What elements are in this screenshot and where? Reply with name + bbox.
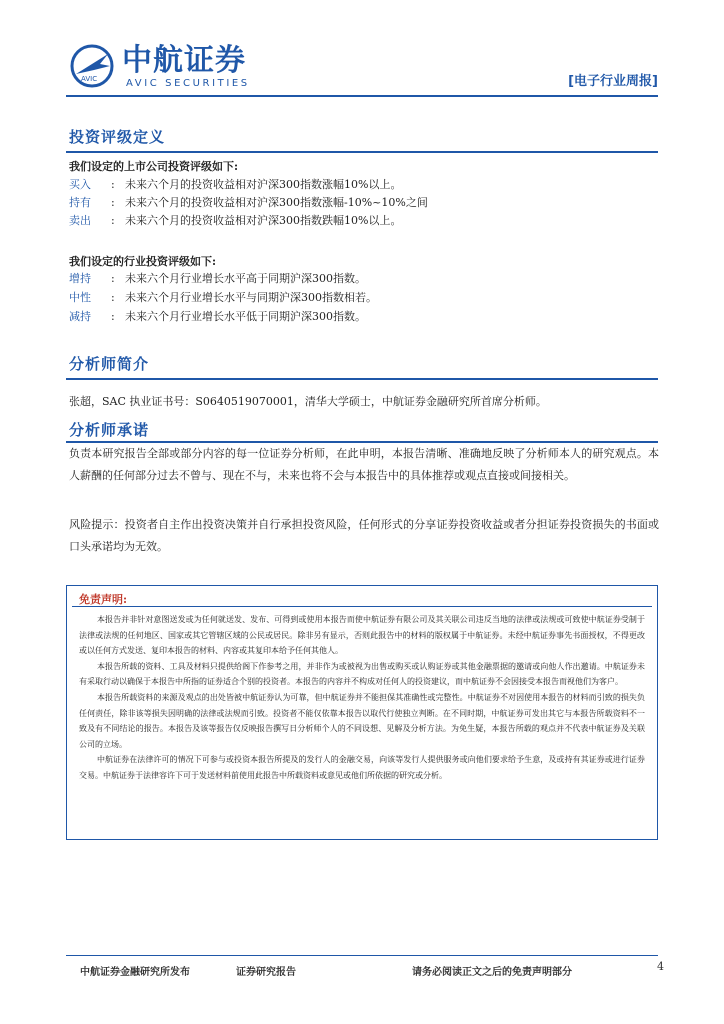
company-rating-row: [69, 196, 428, 210]
rating-colon: :: [111, 291, 115, 304]
emblem-text: AVIC: [81, 75, 98, 83]
rating-colon: :: [111, 310, 115, 323]
footer-publisher: 中航证券金融研究所发布: [80, 967, 190, 978]
disclaimer-paragraph: 本报告所载的资料、工具及材料只提供给阁下作参考之用，并非作为或被视为出售或购买或认购证券或其他金融票据的邀请或向他人作出邀请。中航证券未有采取行动以确保于本报告中所指的证券适合个别的投资者。本报告的内容并不构成对任何人的投资建议，而中航证券不会因接受本报告而视他们为客户。: [79, 661, 645, 687]
disclaimer-paragraph: 中航证券在法律许可的情况下可参与或投资本报告所提及的发行人的金融交易，向该等发行人提供服务或向他们要求给予生意，及或持有其证券或进行证券交易。中航证券于法律容许下可于发送材料前使用此报告中所载资料或意见或他们所依据的研究或分析。: [79, 755, 645, 780]
rating-label: 卖出: [69, 214, 91, 227]
rating-description: 未来六个月的投资收益相对沪深300指数涨幅10%以上。: [125, 178, 402, 191]
rating-label: 持有: [69, 196, 91, 209]
footer-divider: [66, 955, 658, 956]
industry-rating-row: [69, 272, 366, 286]
section-divider-analyst: [66, 378, 658, 380]
risk-warning-paragraph: 风险提示：投资者自主作出投资决策并自行承担投资风险，任何形式的分享证券投资收益或者分担证券投资损失的书面或口头承诺均为无效。: [69, 518, 659, 553]
industry-rating-heading: 我们设定的行业投资评级如下:: [69, 255, 217, 268]
rating-description: 未来六个月行业增长水平高于同期沪深300指数。: [125, 272, 366, 285]
footer-report-kind: 证券研究报告: [236, 967, 296, 978]
disclaimer-divider: [72, 606, 652, 607]
industry-rating-row: [69, 291, 377, 305]
section-divider-rating: [66, 151, 658, 153]
rating-colon: :: [111, 178, 115, 191]
disclaimer-title: 免责声明:: [79, 593, 128, 606]
footer-disclaimer-note: 请务必阅读正文之后的免责声明部分: [412, 967, 572, 978]
header-divider: [66, 95, 658, 97]
rating-description: 未来六个月的投资收益相对沪深300指数跌幅10%以上。: [125, 214, 402, 227]
company-rating-row: [69, 214, 401, 228]
rating-description: 未来六个月的投资收益相对沪深300指数涨幅-10%~10%之间: [125, 196, 428, 209]
section-title-commitment: 分析师承诺: [69, 421, 150, 439]
rating-colon: :: [111, 272, 115, 285]
rating-description: 未来六个月行业增长水平与同期沪深300指数相若。: [125, 291, 377, 304]
section-title-analyst: 分析师简介: [69, 355, 150, 373]
disclaimer-paragraph: 本报告所载资料的来源及观点的出处皆被中航证券认为可靠，但中航证券并不能担保其准确性或完整性。中航证券不对因使用本报告的材料而引致的损失负任何责任，除非该等损失因明确的法律或法规而引致。投资者不能仅依靠本报告以取代行使独立判断。在不同时期，中航证券可发出其它与本报告所载资料不一致及有不同结论的报告。本报告及该等报告仅反映报告撰写日分析师个人的不同设想、见解及分析方法。为免生疑，本报告所载的观点并不代表中航证券及关联公司的立场。: [79, 692, 645, 749]
rating-colon: :: [111, 196, 115, 209]
disclaimer-body: [79, 612, 645, 784]
disclaimer-paragraph: 本报告并非针对意图送发或为任何就送发、发布、可得到或使用本报告而使中航证券有限公司及其关联公司违反当地的法律或法规或可致使中航证券受制于法律或法规的任何地区、国家或其它管辖区域的公民或居民。除非另有显示，否则此报告中的材料的版权属于中航证券。未经中航证券事先书面授权，不得更改或以任何方式发送、复印本报告的材料、内容或其复印本给予任何其他人。: [79, 615, 645, 656]
industry-rating-row: [69, 310, 366, 324]
avic-emblem-icon: [70, 44, 114, 88]
company-rating-row: [69, 178, 401, 192]
company-rating-heading: 我们设定的上市公司投资评级如下:: [69, 160, 239, 173]
section-title-rating: 投资评级定义: [69, 128, 166, 146]
rating-label: 中性: [69, 291, 91, 304]
rating-label: 增持: [69, 272, 91, 285]
page-number: 4: [657, 960, 664, 973]
logo-chinese-name: 中航证券: [122, 43, 246, 78]
rating-label: 买入: [69, 178, 91, 191]
rating-colon: :: [111, 214, 115, 227]
commitment-paragraph: 负责本研究报告全部或部分内容的每一位证券分析师，在此申明，本报告清晰、准确地反映了分析师本人的研究观点。本人薪酬的任何部分过去不曾与、现在不与，未来也将不会与本报告中的具体推荐或观点直接或间接相关。: [69, 447, 659, 482]
company-logo: [70, 44, 270, 96]
rating-description: 未来六个月行业增长水平低于同期沪深300指数。: [125, 310, 366, 323]
analyst-bio: 张超，SAC 执业证书号：S0640519070001，清华大学硕士，中航证券金融研究所首席分析师。: [69, 395, 547, 408]
report-type-label: [电子行业周报]: [568, 74, 658, 89]
logo-english-name: AVIC SECURITIES: [126, 78, 250, 89]
rating-label: 减持: [69, 310, 91, 323]
